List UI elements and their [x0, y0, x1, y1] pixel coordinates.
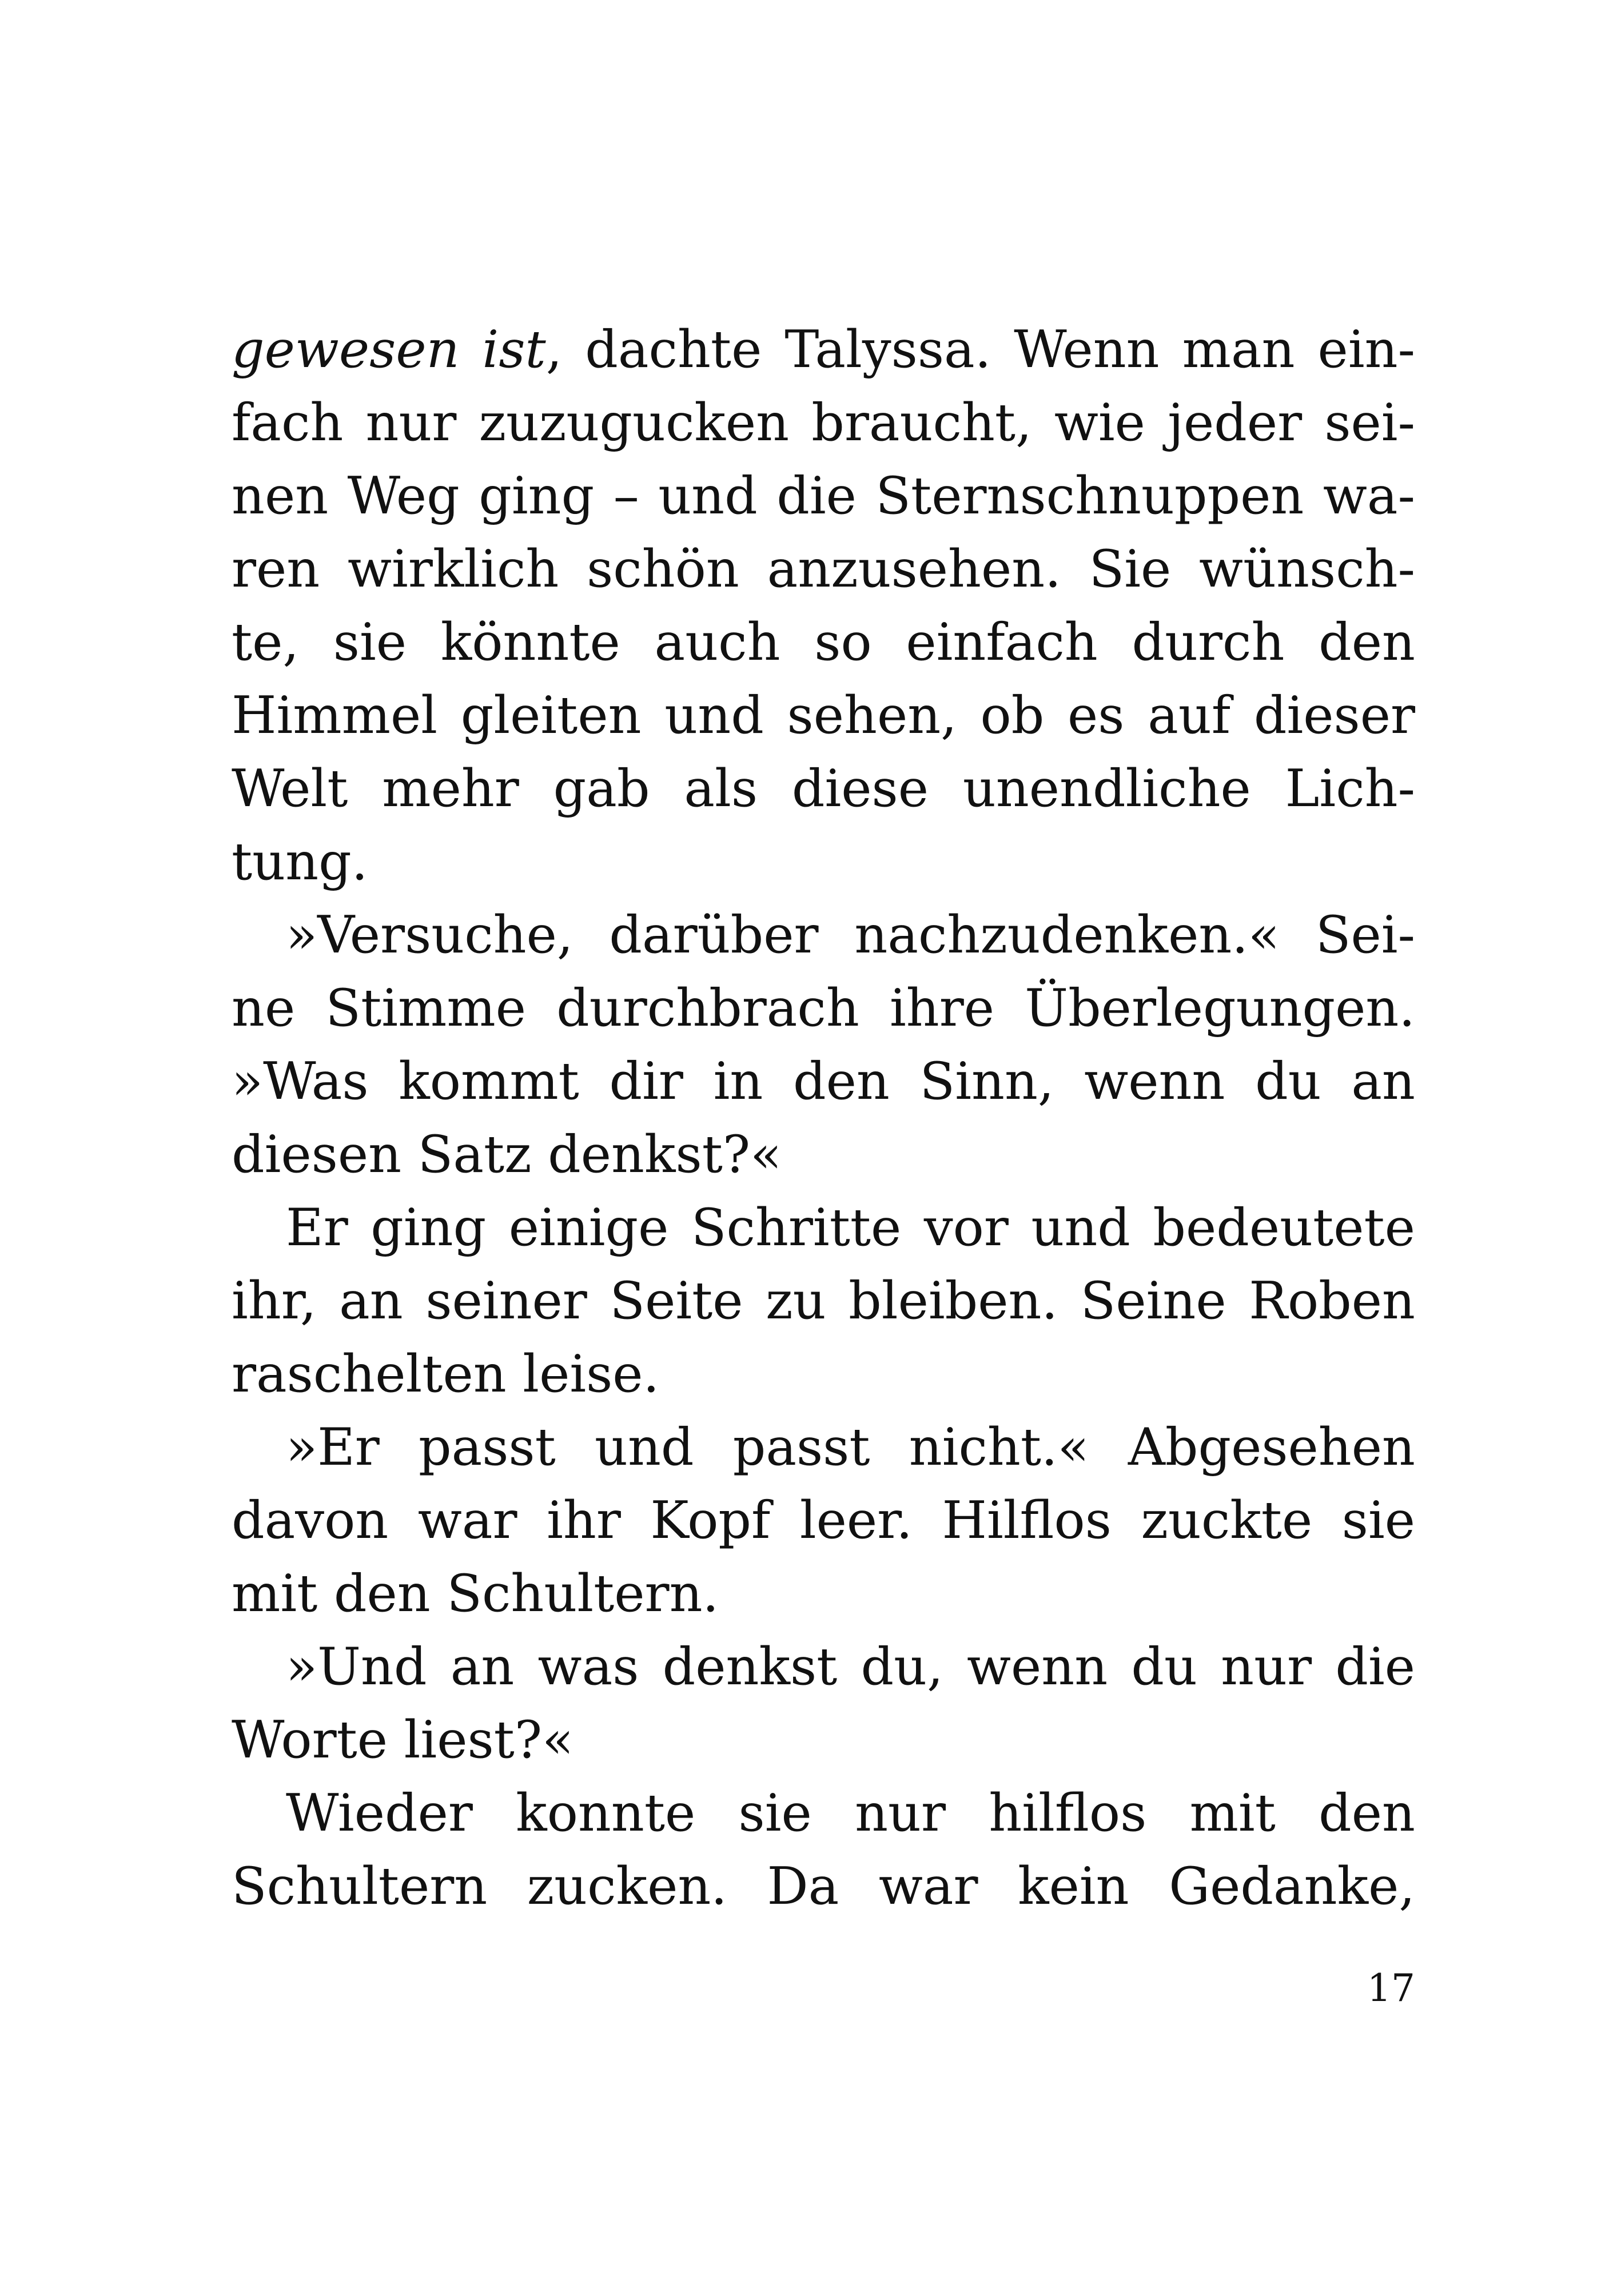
italic-text: gewesen ist [232, 320, 546, 380]
line-text: te, sie könnte auch so einfach durch den [232, 612, 1415, 672]
text-line [232, 533, 1415, 606]
text-line [232, 1557, 1415, 1631]
line-text: »Was kommt dir in den Sinn, wenn du an [232, 1051, 1415, 1111]
text-line [232, 1631, 1415, 1704]
line-text: Wieder konnte sie nur hilflos mit den [286, 1783, 1415, 1843]
line-text: »Und an was denkst du, wenn du nur die [286, 1637, 1415, 1697]
line-text: tung. [232, 832, 368, 892]
text-line [232, 1411, 1415, 1484]
line-text: Welt mehr gab als diese unendliche Lich- [232, 759, 1415, 819]
text-line [232, 679, 1415, 752]
text-line [232, 386, 1415, 460]
text-line [232, 1265, 1415, 1338]
line-text: »Er passt und passt nicht.« Abgesehen [286, 1417, 1415, 1477]
line-text: Himmel gleiten und sehen, ob es auf dieser [232, 685, 1415, 746]
line-text: »Versuche, darüber nachzudenken.« Sei- [286, 905, 1415, 965]
line-text: Worte liest?« [232, 1710, 574, 1770]
line-text: fach nur zuzugucken braucht, wie jeder sei- [232, 393, 1415, 453]
text-line [232, 1777, 1415, 1850]
line-text: davon war ihr Kopf leer. Hilflos zuckte sie [232, 1490, 1415, 1550]
text-line [232, 826, 1415, 899]
text-line [232, 460, 1415, 533]
text-line [232, 1338, 1415, 1411]
line-text: ren wirklich schön anzusehen. Sie wünsch- [232, 539, 1415, 599]
line-text: diesen Satz denkst?« [232, 1125, 782, 1185]
body-text [232, 313, 1415, 1923]
text-line [232, 1118, 1415, 1191]
line-text: raschelten leise. [232, 1344, 660, 1404]
text-line [232, 1850, 1415, 1923]
text-line [232, 1191, 1415, 1265]
line-text: Schultern zucken. Da war kein Gedanke, [232, 1856, 1415, 1916]
line-text: nen Weg ging – und die Sternschnuppen wa- [232, 466, 1415, 526]
text-line [232, 1484, 1415, 1557]
line-text: ne Stimme durchbrach ihre Überlegungen. [232, 978, 1415, 1038]
text-line [232, 313, 1415, 386]
text-line [232, 606, 1415, 679]
line-text: , dachte Talyssa. Wenn man ein- [545, 320, 1415, 380]
text-line [232, 899, 1415, 972]
text-line [232, 1045, 1415, 1118]
text-line [232, 752, 1415, 826]
text-line [232, 1704, 1415, 1777]
line-text: ihr, an seiner Seite zu bleiben. Seine Roben [232, 1271, 1415, 1331]
line-text: Er ging einige Schritte vor und bedeutete [286, 1198, 1415, 1258]
line-text: mit den Schultern. [232, 1564, 719, 1624]
page-number: 17 [1367, 1966, 1415, 2010]
text-line [232, 972, 1415, 1045]
